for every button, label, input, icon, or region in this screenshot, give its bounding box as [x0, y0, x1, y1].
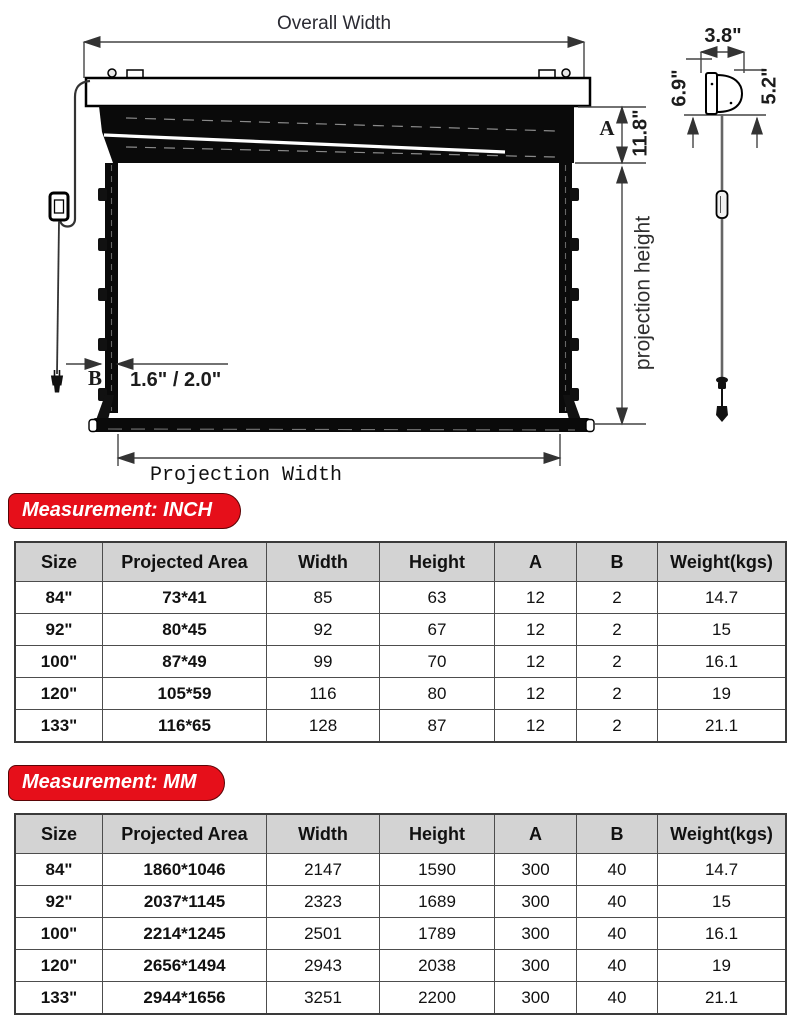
mount-screw-icon — [562, 69, 570, 77]
table-cell: 84" — [15, 582, 103, 614]
table-cell: 12 — [495, 646, 577, 678]
top-drop-dimension-label: 11.8" — [629, 109, 652, 157]
table-cell: 2147 — [267, 854, 380, 886]
mm-section — [0, 765, 800, 1015]
table-cell: 19 — [658, 950, 787, 982]
case-depth-label: 3.8" — [704, 25, 742, 47]
bar-end-cap — [586, 420, 594, 432]
table-cell: 2 — [577, 710, 658, 743]
table-cell: 15 — [658, 614, 787, 646]
table-cell: 1590 — [380, 854, 495, 886]
table-cell: 85 — [267, 582, 380, 614]
column-header: Height — [380, 814, 495, 854]
table-cell: 67 — [380, 614, 495, 646]
screen-drawing-svg — [0, 0, 800, 485]
table-row — [15, 710, 786, 743]
table-cell: 2944*1656 — [103, 982, 267, 1015]
table-cell: 300 — [495, 950, 577, 982]
table-cell: 16.1 — [658, 646, 787, 678]
side-profile-view — [668, 25, 780, 422]
cord-cylinder — [717, 191, 728, 218]
table-row — [15, 950, 786, 982]
table-cell: 12 — [495, 582, 577, 614]
column-header: A — [495, 814, 577, 854]
table-cell: 12 — [495, 678, 577, 710]
mount-screw-icon — [108, 69, 116, 77]
top-masking-band — [99, 106, 574, 163]
column-header: Weight(kgs) — [658, 542, 787, 582]
table-cell: 116 — [267, 678, 380, 710]
table-row — [15, 854, 786, 886]
pull-plug-icon — [716, 377, 728, 422]
table-cell: 120" — [15, 950, 103, 982]
projection-height-label: projection height — [631, 215, 655, 371]
table-cell: 1789 — [380, 918, 495, 950]
table-cell: 2323 — [267, 886, 380, 918]
table-cell: 16.1 — [658, 918, 787, 950]
column-header: B — [577, 542, 658, 582]
table-row — [15, 678, 786, 710]
table-cell: 40 — [577, 918, 658, 950]
table-cell: 87*49 — [103, 646, 267, 678]
bar-end-cap — [89, 420, 97, 432]
table-cell: 1860*1046 — [103, 854, 267, 886]
column-header: Projected Area — [103, 542, 267, 582]
table-cell: 70 — [380, 646, 495, 678]
dimension-diagram — [0, 0, 800, 485]
table-cell: 2 — [577, 678, 658, 710]
table-cell: 2 — [577, 646, 658, 678]
table-cell: 128 — [267, 710, 380, 743]
inch-banner-label: Measurement: INCH — [22, 499, 213, 521]
table-cell: 99 — [267, 646, 380, 678]
control-switch-assembly — [50, 81, 90, 392]
table-cell: 2 — [577, 614, 658, 646]
column-header: A — [495, 542, 577, 582]
edge-offset-label: 1.6" / 2.0" — [130, 369, 222, 391]
header-row — [15, 814, 786, 854]
table-cell: 40 — [577, 886, 658, 918]
table-cell: 100" — [15, 646, 103, 678]
table-cell: 40 — [577, 982, 658, 1015]
table-cell: 300 — [495, 918, 577, 950]
table-cell: 300 — [495, 854, 577, 886]
table-cell: 12 — [495, 710, 577, 743]
table-cell: 2 — [577, 582, 658, 614]
table-cell: 2501 — [267, 918, 380, 950]
projection-width-label: Projection Width — [150, 464, 343, 485]
column-header: Size — [15, 814, 103, 854]
mm-banner-label: Measurement: MM — [22, 771, 197, 793]
table-cell: 80*45 — [103, 614, 267, 646]
table-cell: 92" — [15, 614, 103, 646]
mm-spec-table — [14, 813, 787, 1015]
column-header: Width — [267, 542, 380, 582]
table-row — [15, 918, 786, 950]
table-cell: 21.1 — [658, 710, 787, 743]
table-cell: 3251 — [267, 982, 380, 1015]
table-cell: 87 — [380, 710, 495, 743]
table-cell: 40 — [577, 854, 658, 886]
table-cell: 21.1 — [658, 982, 787, 1015]
table-cell: 84" — [15, 854, 103, 886]
column-header: Height — [380, 542, 495, 582]
table-cell: 120" — [15, 678, 103, 710]
table-cell: 116*65 — [103, 710, 267, 743]
power-cord — [57, 221, 59, 374]
table-cell: 1689 — [380, 886, 495, 918]
column-header: Weight(kgs) — [658, 814, 787, 854]
case-height-front-label: 6.9" — [668, 69, 691, 107]
table-cell: 133" — [15, 710, 103, 743]
table-cell: 100" — [15, 918, 103, 950]
table-cell: 2656*1494 — [103, 950, 267, 982]
weight-bar — [89, 395, 594, 432]
mm-banner — [8, 765, 225, 801]
table-cell: 2943 — [267, 950, 380, 982]
table-cell: 40 — [577, 950, 658, 982]
table-cell: 300 — [495, 886, 577, 918]
table-cell: 2200 — [380, 982, 495, 1015]
table-row — [15, 582, 786, 614]
table-cell: 2038 — [380, 950, 495, 982]
case-height-back-label: 5.2" — [758, 67, 781, 105]
casing-profile — [706, 73, 742, 114]
table-cell: 92 — [267, 614, 380, 646]
table-cell: 12 — [495, 614, 577, 646]
projection-width-dimension — [118, 434, 560, 466]
table-row — [15, 886, 786, 918]
table-row — [15, 646, 786, 678]
table-cell: 14.7 — [658, 582, 787, 614]
column-header: Projected Area — [103, 814, 267, 854]
column-header: Width — [267, 814, 380, 854]
dim-a-label: A — [599, 116, 615, 140]
table-cell: 2214*1245 — [103, 918, 267, 950]
table-cell: 2037*1145 — [103, 886, 267, 918]
table-cell: 80 — [380, 678, 495, 710]
table-cell: 15 — [658, 886, 787, 918]
dim-b-label: B — [87, 366, 103, 390]
inch-banner — [8, 493, 241, 529]
table-cell: 14.7 — [658, 854, 787, 886]
table-cell: 300 — [495, 982, 577, 1015]
overall-width-dimension — [84, 42, 584, 78]
screen-edge-view — [716, 114, 728, 422]
table-row — [15, 982, 786, 1015]
column-header: Size — [15, 542, 103, 582]
screen-casing — [86, 69, 590, 106]
table-cell: 105*59 — [103, 678, 267, 710]
overall-width-label: Overall Width — [276, 13, 392, 34]
table-cell: 92" — [15, 886, 103, 918]
inch-spec-table — [14, 541, 787, 743]
table-cell: 73*41 — [103, 582, 267, 614]
table-cell: 133" — [15, 982, 103, 1015]
table-row — [15, 614, 786, 646]
inch-section — [0, 493, 800, 743]
switch-button — [55, 200, 64, 213]
column-header: B — [577, 814, 658, 854]
table-cell: 19 — [658, 678, 787, 710]
table-cell: 63 — [380, 582, 495, 614]
header-row — [15, 542, 786, 582]
